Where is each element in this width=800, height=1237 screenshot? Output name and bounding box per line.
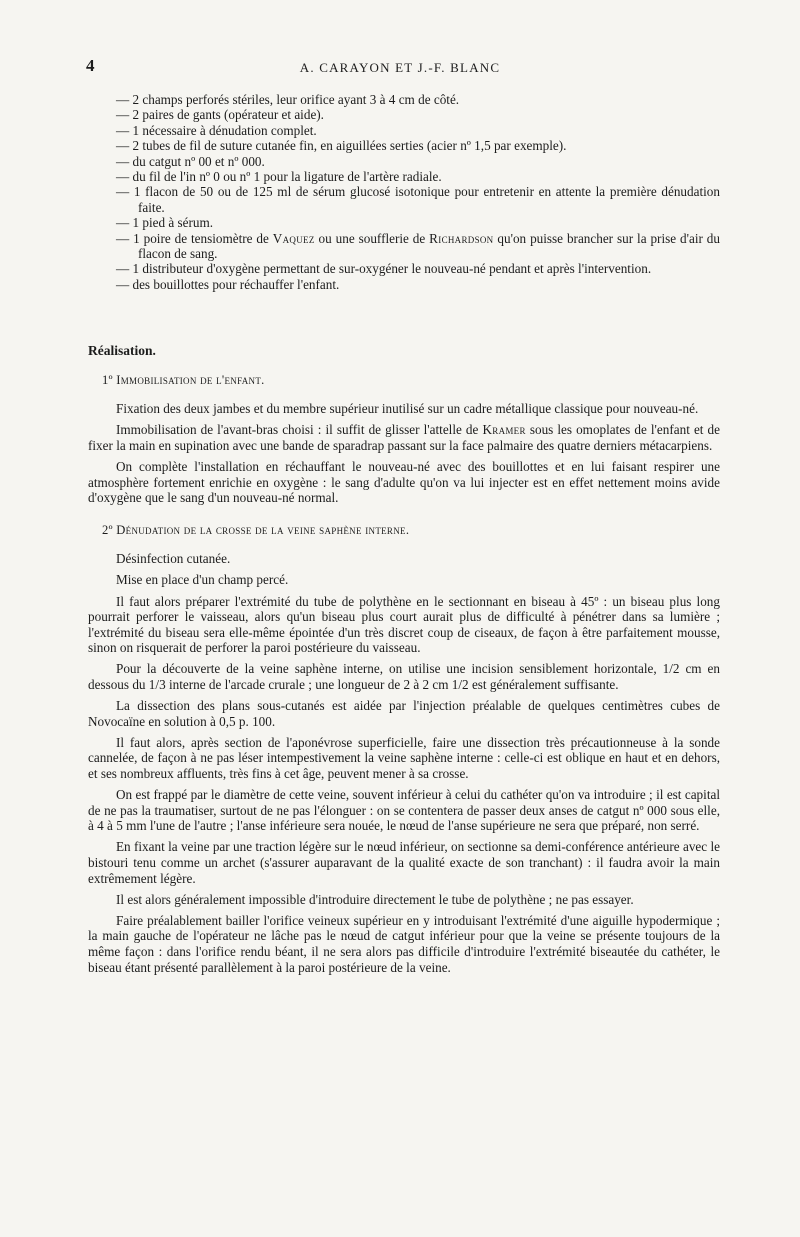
list-item: — 2 paires de gants (opérateur et aide). (116, 107, 324, 123)
list-item: — du fil de l'in nº 0 ou nº 1 pour la ligature de l'artère radiale. (116, 169, 442, 185)
author-name: Kramer (482, 422, 526, 438)
subsection-heading: 1º Immobilisation de l'enfant. (102, 372, 265, 387)
list-item: — 2 champs perforés stériles, leur orifice ayant 3 à 4 cm de côté. (116, 92, 460, 107)
list-item: — 1 flacon de 50 ou de 125 ml de sérum glucosé isotonique pour entretenir en attente la première dénudation faite. (116, 184, 720, 215)
list-item: — 2 tubes de fil de suture cutanée fin, en aiguillées serties (acier nº 1,5 par exemple). (116, 138, 567, 154)
section-heading: Réalisation. (88, 343, 156, 358)
paragraph: La dissection des plans sous-cutanés est aidée par l'injection préalable de quelques centimètres cubes de Novocaïne en solution à 0,5 p. 100. (88, 698, 720, 729)
paragraph-text: Immobilisation de l'avant-bras choisi : il suffit de glisser l'attelle de (116, 422, 483, 438)
list-item (116, 231, 720, 262)
main-text (88, 343, 720, 981)
paragraph: On complète l'installation en réchauffant le nouveau-né avec des bouillottes et en lui faisant respirer une atmosphère fortement enrichie en oxygène : le sang d'adulte qu'on va lui injecter est en effet nettement moins avide d'oxygène que le sang d'un nouveau-né normal. (88, 458, 720, 506)
paragraph: Fixation des deux jambes et du membre supérieur inutilisé sur un cadre métallique classique pour nouveau-né. (116, 401, 699, 417)
author-name: Vaquez (272, 230, 315, 246)
list-item-text: qu'on puisse brancher sur la prise d'air du flacon de sang. (138, 230, 720, 262)
list-item: — des bouillottes pour réchauffer l'enfant. (116, 276, 340, 292)
paragraph: En fixant la veine par une traction légère sur le nœud inférieur, on sectionne sa demi-conférence antérieure avec le bistouri tenu comme un archet (s'assurer auparavant de la qualité exacte de son tranchant) : il faudra avoir la main extrêmement légère. (88, 839, 720, 886)
paragraph: Mise en place d'un champ percé. (116, 572, 289, 588)
list-item: — 1 pied à sérum. (116, 215, 214, 231)
equipment-list (116, 92, 720, 292)
paragraph: Faire préalablement bailler l'orifice veineux supérieur en y introduisant l'extrémité d'une aiguille hypodermique ; la main gauche de l'opérateur ne lâche pas le nœud de catgut inférieur pour que la veine se présente toujours de la même façon : dans l'orifice rendu béant, il ne sera alors pas difficile d'introduire l'extrémité biseautée du cathéter, le biseau étant présenté parallèlement à la paroi postérieure de la veine. (88, 912, 720, 975)
paragraph: Il est alors généralement impossible d'introduire directement le tube de polythène ; ne pas essayer. (116, 891, 634, 907)
author-name: Richardson (429, 230, 494, 246)
list-item: — du catgut nº 00 et nº 000. (116, 153, 265, 169)
paragraph: On est frappé par le diamètre de cette veine, souvent inférieur à celui du cathéter qu'on va introduire ; il est capital de ne pas la traumatiser, surtout de ne pas l'élonguer : on se contentera de passer deux anses de catgut nº 000 sous elle, à 4 à 5 mm l'une de l'autre ; l'anse inférieure sera nouée, le nœud de l'anse supérieure ne sera que préparé, non serré. (88, 787, 720, 834)
paragraph: Pour la découverte de la veine saphène interne, on utilise une incision sensiblement horizontale, 1/2 cm en dessous du 1/3 interne de l'arcade crurale ; une longueur de 2 à 2 cm 1/2 est généralement suffisante. (88, 661, 720, 692)
paragraph: Il faut alors préparer l'extrémité du tube de polythène en le sectionnant en biseau à 45º : un biseau plus long pourrait perforer le vaisseau, alors qu'un biseau plus court aurait plus de difficulté à pénétrer dans sa lumière ; l'extrémité du biseau sera elle-même épointée d'un très discret coup de ciseaux, de façon à être parfaitement mousse, sinon on risquerait de perforer la paroi postérieure du vaisseau. (88, 593, 720, 656)
running-head: A. CARAYON ET J.-F. BLANC (299, 60, 501, 75)
paragraph-text: sous les omoplates de l'enfant et de fixer la main en supination avec une bande de sparadrap passant sur la face palmaire des quatre derniers métacarpiens. (88, 422, 720, 453)
list-item: — 1 distributeur d'oxygène permettant de sur-oxygéner le nouveau-né pendant et après l'intervention. (116, 261, 652, 277)
list-item: — 1 nécessaire à dénudation complet. (116, 122, 317, 138)
paragraph: Désinfection cutanée. (116, 551, 231, 567)
list-item-text: — 1 poire de tensiomètre de (116, 230, 273, 246)
list-item-text: ou une soufflerie de (314, 230, 430, 246)
subsection-heading: 2º Dénudation de la crosse de la veine saphène interne. (102, 522, 410, 537)
paragraph: Il faut alors, après section de l'aponévrose superficielle, faire une dissection très précautionneuse à la sonde cannelée, de façon à ne pas léser intempestivement la veine saphène interne : celle-ci est oblique en haut et en dehors, et ses nombreux affluents, très fins à cet âge, peuvent mener à sa crosse. (88, 734, 720, 781)
paragraph (88, 422, 720, 453)
page-number: 4 (86, 56, 95, 75)
